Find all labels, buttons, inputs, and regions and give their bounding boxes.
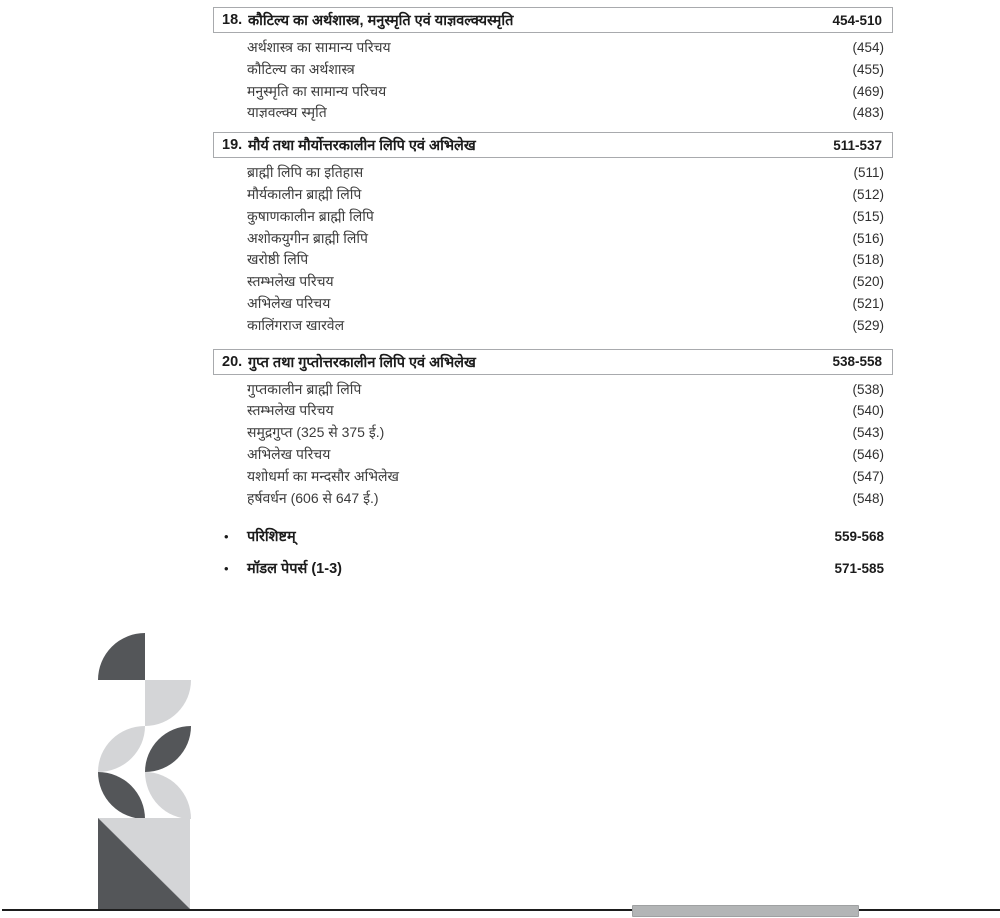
table-of-contents [213, 7, 893, 579]
logo-leaf-light-icon [145, 772, 191, 819]
toc-item-label: याज्ञवल्क्य स्मृति [247, 104, 327, 121]
toc-item [247, 59, 884, 81]
chapter-number: 18. [222, 12, 243, 28]
toc-item-label: अभिलेख परिचय [247, 294, 331, 311]
toc-item-page: (520) [852, 274, 884, 290]
toc-item [247, 488, 884, 510]
toc-item-page: (515) [852, 208, 884, 224]
chapter-heading-box [213, 349, 893, 375]
bullet-icon: • [224, 529, 229, 545]
chapter-title: कौटिल्य का अर्थशास्त्र, मनुस्मृति एवं याज्ञवल्क्यस्मृति [248, 13, 514, 29]
toc-item-page: (543) [852, 425, 884, 441]
toc-item-page: (518) [852, 252, 884, 268]
toc-item-page: (546) [852, 446, 884, 462]
toc-item-page: (538) [852, 381, 884, 397]
toc-item-label: अशोकयुगीन ब्राह्मी लिपि [247, 229, 368, 246]
publisher-logo-icon [98, 633, 191, 909]
toc-item-page: (529) [852, 317, 884, 333]
toc-item [247, 184, 884, 206]
bullet-label: मॉडल पेपर्स (1-3) [247, 561, 342, 578]
toc-item-label: अर्थशास्त्र का सामान्य परिचय [247, 39, 391, 55]
toc-item [247, 249, 884, 271]
chapter-heading-box [213, 7, 893, 33]
toc-item-page: (512) [852, 186, 884, 202]
bullet-label: परिशिष्टम् [247, 529, 296, 546]
toc-item [247, 293, 884, 315]
toc-item-label: हर्षवर्धन (606 से 647 ई.) [247, 489, 379, 506]
logo-leaf-dark-icon [98, 772, 145, 819]
toc-item-page: (516) [852, 230, 884, 246]
toc-item [247, 315, 884, 337]
page-edge-bar [632, 905, 859, 917]
chapter-items [213, 33, 893, 124]
logo-quarter-circle-light-icon [145, 680, 191, 726]
toc-item-label: अभिलेख परिचय [247, 445, 331, 462]
toc-section [213, 7, 893, 124]
toc-item-label: स्तम्भलेख परिचय [247, 273, 334, 290]
toc-item-page: (511) [853, 165, 884, 181]
toc-item-label: गुप्तकालीन ब्राह्मी लिपि [247, 380, 362, 397]
toc-bullet-list [213, 526, 893, 579]
toc-item [247, 228, 884, 250]
chapter-title: मौर्य तथा मौर्योत्तरकालीन लिपि एवं अभिलेख [248, 138, 476, 155]
logo-quarter-circle-dark-icon [98, 633, 145, 680]
toc-item [247, 206, 884, 228]
toc-item-page: (469) [852, 83, 884, 99]
chapter-page-range: 538-558 [832, 354, 882, 370]
toc-item-page: (548) [852, 490, 884, 506]
toc-item [247, 37, 884, 59]
toc-item-label: ब्राह्मी लिपि का इतिहास [247, 164, 364, 181]
toc-item [247, 162, 884, 184]
toc-item-label: कालिंगराज खारवेल [247, 316, 345, 333]
toc-item [247, 271, 884, 293]
bullet-icon: • [224, 561, 229, 577]
toc-section [213, 349, 893, 510]
chapter-page-range: 511-537 [833, 137, 882, 153]
toc-item-label: कुषाणकालीन ब्राह्मी लिपि [247, 207, 374, 224]
toc-item [247, 379, 884, 401]
toc-item-page: (547) [852, 468, 884, 484]
toc-item [247, 466, 884, 488]
toc-item-label: कौटिल्य का अर्थशास्त्र [247, 60, 355, 77]
toc-item-page: (483) [852, 105, 884, 121]
bullet-page-range: 559-568 [834, 529, 884, 545]
toc-item-page: (540) [852, 403, 884, 419]
toc-item [247, 444, 884, 466]
bullet-page-range: 571-585 [834, 561, 884, 577]
logo-leaf-dark-icon [145, 726, 191, 772]
toc-item [247, 422, 884, 444]
toc-item-label: स्तम्भलेख परिचय [247, 402, 334, 419]
toc-item-page: (455) [852, 61, 884, 77]
chapter-title: गुप्त तथा गुप्तोत्तरकालीन लिपि एवं अभिलेख [248, 354, 476, 371]
toc-bullet-row [224, 526, 884, 547]
logo-base-square-icon [98, 818, 190, 909]
toc-bullet-row [224, 558, 884, 579]
logo-leaf-light-icon [98, 726, 145, 772]
toc-item-label: यशोधर्मा का मन्दसौर अभिलेख [247, 467, 399, 484]
chapter-heading-box [213, 132, 893, 158]
toc-item [247, 102, 884, 124]
toc-item-label: समुद्रगुप्त (325 से 375 ई.) [247, 424, 385, 441]
toc-item-label: मनुस्मृति का सामान्य परिचय [247, 82, 387, 99]
toc-item-label: खरोष्ठी लिपि [247, 251, 309, 268]
toc-item-page: (521) [852, 295, 884, 311]
toc-item-label: मौर्यकालीन ब्राह्मी लिपि [247, 185, 362, 202]
toc-item [247, 400, 884, 422]
chapter-number: 19. [222, 137, 243, 154]
chapter-items [213, 375, 893, 510]
toc-section [213, 132, 893, 336]
chapter-page-range: 454-510 [832, 12, 882, 28]
toc-item [247, 81, 884, 103]
toc-item-page: (454) [852, 40, 884, 55]
chapter-items [213, 158, 893, 336]
chapter-number: 20. [222, 353, 243, 370]
